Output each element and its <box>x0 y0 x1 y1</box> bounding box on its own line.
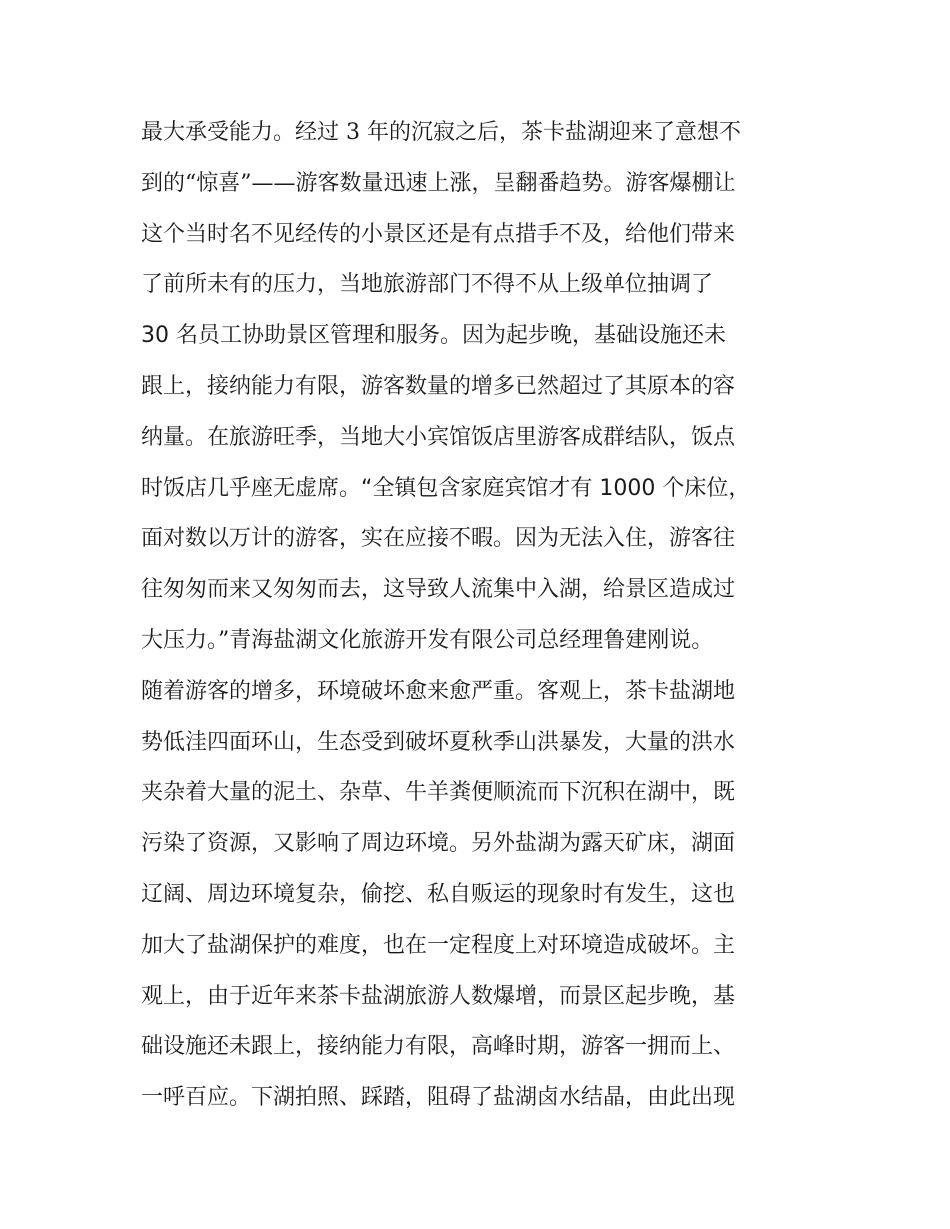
text-line: 大压力。”青海盐湖文化旅游开发有限公司总经理鲁建刚说。 <box>141 627 714 653</box>
text-line: 础设施还未跟上，接纳能力有限，高峰时期，游客一拥而上、 <box>141 1034 736 1060</box>
text-line: 污染了资源，又影响了周边环境。另外盐湖为露天矿床，湖面 <box>141 831 736 857</box>
text-line: 面对数以万计的游客，实在应接不暇。因为无法入住，游客往 <box>141 526 736 552</box>
text-line: 一呼百应。下湖拍照、踩踏，阻碍了盐湖卤水结晶，由此出现 <box>141 1085 736 1111</box>
text-line: 纳量。在旅游旺季，当地大小宾馆饭店里游客成群结队，饭点 <box>141 424 736 450</box>
text-line: 加大了盐湖保护的难度，也在一定程度上对环境造成破坏。主 <box>141 932 736 958</box>
text-line: 观上，由于近年来茶卡盐湖旅游人数爆增，而景区起步晚，基 <box>141 983 736 1009</box>
text-line: 最大承受能力。经过 3 年的沉寂之后，茶卡盐湖迎来了意想不 <box>141 120 741 145</box>
text-line: 30 名员工协助景区管理和服务。因为起步晚，基础设施还未 <box>141 323 726 349</box>
text-line: 跟上，接纳能力有限，游客数量的增多已然超过了其原本的容 <box>141 373 736 399</box>
text-line: 到的“惊喜”——游客数量迅速上涨，呈翻番趋势。游客爆棚让 <box>141 170 736 196</box>
text-line: 随着游客的增多，环境破坏愈来愈严重。客观上，茶卡盐湖地 <box>141 678 736 704</box>
text-line: 往匆匆而来又匆匆而去，这导致人流集中入湖，给景区造成过 <box>141 577 736 603</box>
text-line: 这个当时名不见经传的小景区还是有点措手不及，给他们带来 <box>141 221 736 247</box>
text-line: 时饭店几乎座无虚席。“全镇包含家庭宾馆才有 1000 个床位， <box>141 475 751 501</box>
text-line: 夹杂着大量的泥土、杂草、牛羊粪便顺流而下沉积在湖中，既 <box>141 780 736 806</box>
text-line: 辽阔、周边环境复杂，偷挖、私自贩运的现象时有发生，这也 <box>141 881 736 907</box>
body-text <box>141 108 813 1124</box>
text-line: 了前所未有的压力，当地旅游部门不得不从上级单位抽调了 <box>141 272 714 298</box>
text-line: 势低洼四面环山，生态受到破坏夏秋季山洪暴发，大量的洪水 <box>141 729 736 755</box>
